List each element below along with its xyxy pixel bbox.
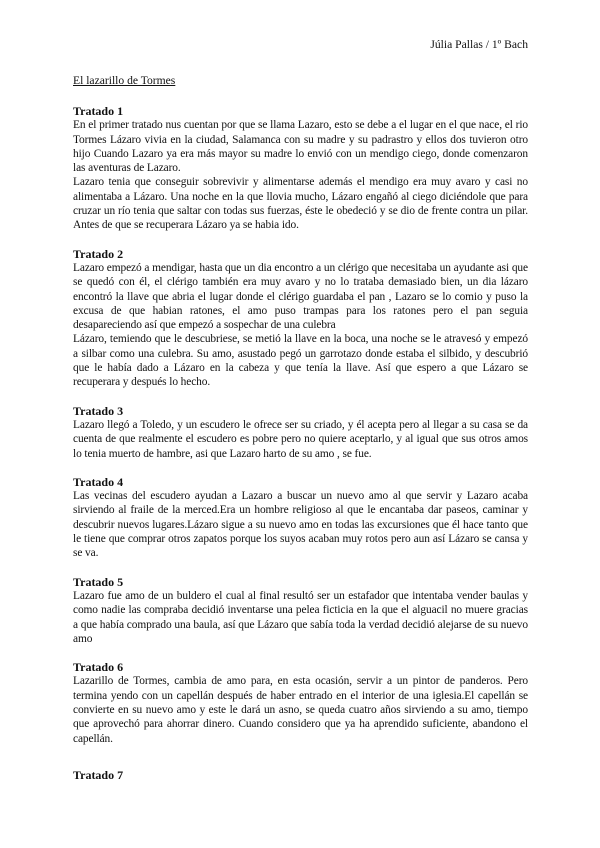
paragraph: Las vecinas del escudero ayudan a Lazaro a buscar un nuevo amo al que servir y Lazaro acaba sirviendo al fraile de la merced.Era un hombre religioso al que le encantaba dar paseos, caminar y descubrir nuevos lugares.Lázaro sigue a su nuevo amo en todas las excursiones que él hace tanto que le tiene que comprar otros zapatos porque los suyos acaban muy rotos pero aun así Lázaro se cansa y se va. xyxy=(73,490,528,560)
section-tratado-1 xyxy=(73,104,528,233)
section-tratado-7 xyxy=(73,768,528,782)
paragraph: Lazarillo de Tormes, cambia de amo para, en esta ocasión, servir a un pintor de panderos. Pero termina yendo con un capellán después de haber entrado en el interior de una iglesia.El capellán se convierte en su nuevo amo y este le dará un asno, se queda cuatro años sirviendo a su amo, tiempo que aprovechó para ahorrar dinero. Cuando considero que ya ha aprendido suficiente, abandono el capellán. xyxy=(73,675,528,745)
paragraph: En el primer tratado nus cuentan por que se llama Lazaro, esto se debe a el lugar en el que nace, el rio Tormes Lázaro vivia en la ciudad, Salamanca con su madre y su padrastro y ellos dos tuvieron otro hijo Cuando Lazaro ya era más mayor su madre lo envió con un mendigo ciego, donde comenzaron las aventuras de Lazaro. xyxy=(73,119,528,175)
section-heading: Tratado 4 xyxy=(73,474,124,489)
section-heading: Tratado 5 xyxy=(73,574,124,589)
paragraph: Lazaro empezó a mendigar, hasta que un dia encontro a un clérigo que necesitaba un ayudante asi que se quedó con él, el clérigo también era muy avaro y no lo trataba demasiado bien, un dia lázaro encontró la llave que abria el lugar donde el clérigo guardaba el pan , Lazaro se lo comio y puso la excusa de que habian ratones, el amo puso trampas para los ratones pero el pan seguia desapareciendo así que empezó a sospechar de una culebra xyxy=(73,261,528,332)
section-heading: Tratado 7 xyxy=(73,767,124,782)
paragraph: Lázaro, temiendo que le descubriese, se metió la llave en la boca, una noche se le atravesó y empezó a silbar como una culebra. Su amo, asustado pegó un garrotazo donde estaba el silbido, y descubrió que le había dado a Lázaro en la cabeza y que tenía la llave. Así que espero a que Lázaro se recuperara y después lo hecho. xyxy=(73,333,528,389)
section-tratado-4 xyxy=(73,475,528,561)
section-heading: Tratado 1 xyxy=(73,104,124,118)
paragraph: Lazaro llegó a Toledo, y un escudero le ofrece ser su criado, y él acepta pero al llegar a su casa se da cuenta de que realmente el escudero es pobre pero no quiere aceptarlo, y al igual que sus otros amos lo tenia muerto de hambre, asi que Lazaro harto de su amo , se fue. xyxy=(73,418,528,460)
author-header: Júlia Pallas / 1º Bach xyxy=(430,38,528,51)
section-tratado-3 xyxy=(73,404,528,461)
document-title: El lazarillo de Tormes xyxy=(73,74,176,87)
section-heading: Tratado 6 xyxy=(73,660,124,675)
section-tratado-6 xyxy=(73,660,528,746)
section-tratado-5 xyxy=(73,575,528,646)
paragraph: Lazaro fue amo de un buldero el cual al final resultó ser un estafador que intentaba vender baulas y como nadie las compraba decidió inventarse una pelea ficticia en la que el alguacil no muere gracias a que había comprado una baula, así que Lázaro que sabía toda la verdad decidió alejarse de su nuevo amo xyxy=(73,589,528,645)
section-tratado-2 xyxy=(73,247,528,390)
section-heading: Tratado 3 xyxy=(73,403,124,418)
paragraph: Lazaro tenia que conseguir sobrevivir y alimentarse además el mendigo era muy avaro y casi no alimentaba a Lázaro. Una noche en la que llovia mucho, Lázaro engañó al ciego diciéndole que para cruzar un río tenia que saltar con todas sus fuerzas, éste le obedeció y se dio de frente contra un pilar. Antes de que se recuperara Lázaro ya se habia ido. xyxy=(73,176,528,232)
section-heading: Tratado 2 xyxy=(73,246,124,261)
document-body xyxy=(73,104,528,796)
